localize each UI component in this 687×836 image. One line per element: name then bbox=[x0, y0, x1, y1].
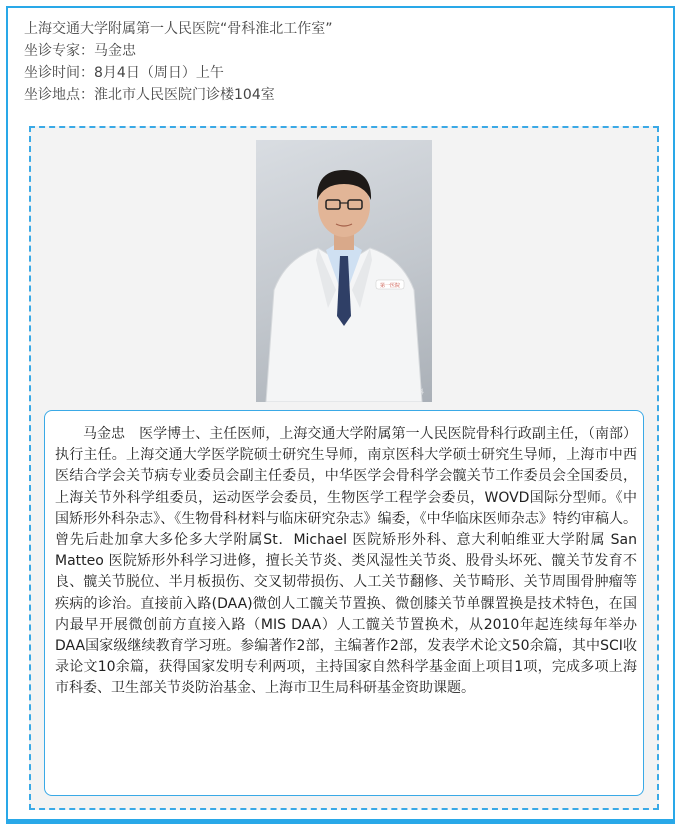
clinic-info bbox=[24, 18, 333, 106]
expert-line: 坐诊专家：马金忠 bbox=[24, 43, 136, 59]
time-line: 坐诊时间：8月4日（周日）上午 bbox=[24, 65, 224, 81]
location-line: 坐诊地点：淮北市人民医院门诊楼104室 bbox=[24, 87, 275, 103]
doctor-portrait-illustration bbox=[256, 140, 432, 402]
doctor-bio: 马金忠 医学博士、主任医师，上海交通大学附属第一人民医院骨科行政副主任，（南部）执行主任。上海交通大学医学院硕士研究生导师，南京医科大学硕士研究生导师，上海市中西医结合学会关节病专业委员会副主任委员，中华医学会骨科学会髋关节工作委员会全国委员，上海关节外科学组委员，运动医学会委员，生物医学工程学会委员，WOVD国际分型师。《中国矫形外科杂志》、《生物骨科材料与临床研究杂志》编委，《中华临床医师杂志》特约审稿人。曾先后赴加拿大多伦多大学附属St．Michael 医院矫形外科、意大利帕维亚大学附属 San Matteo 医院矫形外科学习进修，擅长关节炎、类风湿性关节炎、股骨头坏死、髋关节发育不良、髋关节脱位、半月板损伤、交叉韧带损伤、人工关节翻修、关节畸形、关节周围骨肿瘤等疾病的诊治。直接前入路(DAA)微创人工髋关节置换、微创膝关节单髁置换是技术特色，在国内最早开展微创前方直接入路（MIS DAA）人工髋关节置换术，从2010年起连续每年举办DAA国家级继续教育学习班。参编著作2部，主编著作2部，发表学术论文50余篇，其中SCI收录论文10余篇，获得国家发明专利两项，主持国家自然科学基金面上项目1项，完成多项上海市科委、卫生部关节炎防治基金、上海市卫生局科研基金资助课题。 bbox=[55, 426, 637, 697]
coat-badge-text: 第一医院 bbox=[379, 283, 401, 289]
photo-credit: 上海市第一人民医院骨科 bbox=[357, 389, 424, 396]
clinic-title: 上海交通大学附属第一人民医院“骨科淮北工作室” bbox=[24, 21, 333, 37]
doctor-photo bbox=[256, 140, 432, 402]
